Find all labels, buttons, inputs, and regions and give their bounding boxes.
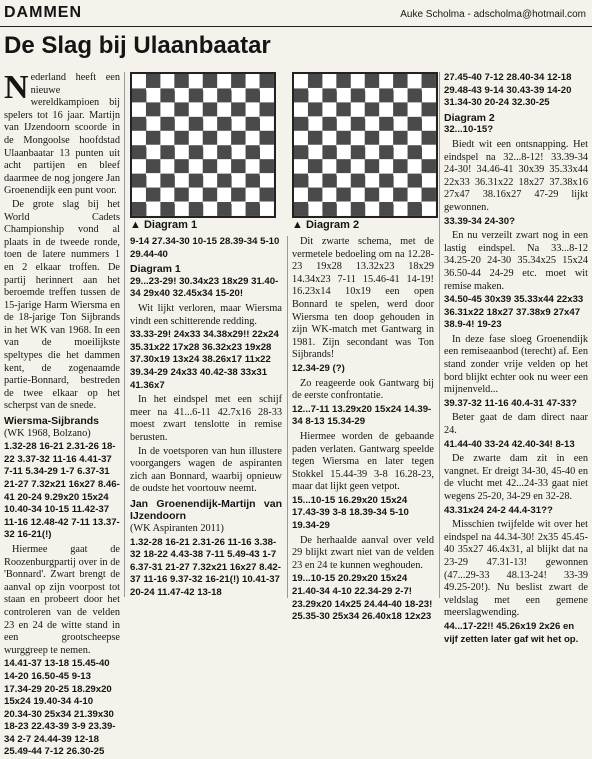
- game-moves: 41.44-40 33-24 42.40-34! 8-13: [444, 438, 575, 450]
- game-moves: 39.37-32 11-16 40.4-31 47-33?: [444, 397, 577, 409]
- game-heading: Jan Groenendijk-Martijn van IJzendoorn: [130, 497, 282, 523]
- paragraph: Dit zwarte schema, met de vermetele bedoeling om na 12.28-23 19x28 13.32x23 18x29 14.34x23 7-11 15.46-41 14-19! 16.23x14 10x19 een open Bonnard te spelen, werd door Wiersma ten doop gehouden in zijn WK-match met Gantwarg in 1981. Zijn secondant was Ton Sijbrands!: [292, 236, 434, 361]
- column-divider: [124, 72, 125, 597]
- game-moves: 15...10-15 16.29x20 15x24 17.43-39 3-8 18.39-34 5-10 19.34-29: [292, 494, 409, 532]
- game-moves: 34.50-45 30x39 35.33x44 22x33 36.31x22 18x27 37.38x9 27x47 38.9-4! 19-23: [444, 294, 584, 331]
- intro-paragraph: Nederland heeft een nieuwe wereldkampioen bij spelers tot 16 jaar. Martijn van IJzendoorn scoorde in de Mongoolse hoofdstad Ulaanbaatar 13 punten uit acht partijen en bleef daarmee de nog jongere Jan Groenendijk een punt voor.: [4, 69, 120, 197]
- game-moves: 44...17-22!! 45.26x19 2x26 en vijf zetten later gaf wit het op.: [444, 620, 579, 645]
- paragraph: De herhaalde aanval over veld 29 blijkt zwart niet van de velden 23 en 24 te kunnen weghouden.: [292, 534, 434, 571]
- game-moves: 12.34-29 (?): [292, 362, 345, 374]
- paragraph: Hiermee worden de gebaande paden verlaten. Gantwarg speelde tegen Wiersma en later tegen Stokkel 15.44-39 3-8 16.28-23, maar dat lijkt geen vetpot.: [292, 430, 434, 493]
- game-moves: 32...10-15?: [444, 124, 494, 136]
- column-3: [292, 236, 434, 623]
- article-title: De Slag bij Ulaanbaatar: [4, 32, 271, 59]
- paragraph: De grote slag bij het World Cadets Championship vond al plaats in de tweede ronde, toen de latere nummers 1 en 2 elkaar troffen. De partij herinnert aan het beroemde treffen tussen de 15-jarige Harm Wiersma en de 18-jarige Ton Sijbrands in het WK van 1968. In een van de moeilijkste speltypes die het dammen kent, de zogenaamde partie-Bonnard, bestreden de twee elkaar op het scherpst van de snede.: [4, 198, 120, 412]
- paragraph: In de voetsporen van hun illustere voorgangers wagen de aspiranten zich aan Bonnard, waarbij opnieuw de oudste het voortouw neemt.: [130, 445, 282, 495]
- game-moves: 19...10-15 20.29x20 15x24 21.40-34 4-10 22.34-29 2-7! 23.29x20 14x25 24.44-40 18-23! 25.35-30 25x34 26.40x18 12x23: [292, 573, 433, 623]
- column-1: [4, 69, 120, 758]
- game-moves: 14.41-37 13-18 15.45-40 14-20 16.50-45 9-13 17.34-29 20-25 18.29x20 15x24 19.40-34 4-10 20.34-30 25x34 21.39x30 18-23 22.43-39 3-9 23.39-34 2-7 24.44-39 12-18 25.49-44 7-12 26.30-25: [4, 658, 116, 758]
- author-email: Auke Scholma - adscholma@hotmail.com: [400, 9, 586, 20]
- paragraph: Zo reageerde ook Gantwarg bij de eerste confrontatie.: [292, 377, 434, 402]
- diagram-2-caption: ▲ Diagram 2: [292, 219, 360, 231]
- game-moves: 1.32-28 16-21 2.31-26 18-22 3.37-32 11-16 4.41-37 7-11 5.34-29 1-7 6.37-31 21-27 7.32x21 16x27 8.46-41 20-24 9.29x20 15x24 10.40-34 10-15 11.42-37 11-16 12.48-42 7-11 13.37-32 16-21(!): [4, 441, 120, 541]
- drop-cap: N: [4, 69, 29, 106]
- paragraph: De zwarte dam zit in een vangnet. Er dreigt 34-30, 45-40 en de vlucht met 42...24-33 gaat niet wegens 25-20, 34-29 en 32-28.: [444, 453, 588, 502]
- column-2: [130, 236, 282, 598]
- diagram-1-board: [130, 72, 276, 218]
- page-header: [0, 0, 592, 27]
- inline-diagram-caption: Diagram 1: [130, 263, 181, 276]
- paragraph: Beter gaat de dam direct naar 24.: [444, 412, 588, 437]
- column-divider: [439, 72, 440, 598]
- diagram-2-board: [292, 72, 438, 218]
- paragraph: Hiermee gaat de Roozenburgpartij over in de 'Bonnard'. Zwart brengt de aanval op zijn voorpost tot staan en probeert door het controleren van de velden 23 en 24 de witte stand in een grootscheepse wurggreep te nemen.: [4, 543, 120, 656]
- paragraph: Biedt wit een ontsnapping. Het eindspel na 32...8-12! 33.39-34 24-30! 34.46-41 30x39 35.33x44 22x33 36.31x22 18x27 37.38x16 27x47 38.16x27 47-29 lijkt gewonnen.: [444, 138, 588, 213]
- paragraph: In deze fase sloeg Groenendijk een remiseaanbod (terecht) af. Een stand zonder vrije velden op het bord blijkt echter ook nu weer een mijnenveld...: [444, 333, 588, 396]
- game-moves: 9-14 27.34-30 10-15 28.39-34 5-10 29.44-40: [130, 236, 280, 260]
- section-title: DAMMEN: [4, 4, 82, 21]
- game-heading: Wiersma-Sijbrands: [4, 415, 100, 428]
- diagram-1-caption: ▲ Diagram 1: [130, 219, 198, 231]
- game-moves: 12...7-11 13.29x20 15x24 14.39-34 8-13 15.34-29: [292, 403, 432, 428]
- game-moves: 27.45-40 7-12 28.40-34 12-18 29.48-43 9-14 30.43-39 14-20 31.34-30 20-24 32.30-25: [444, 72, 572, 109]
- paragraph: En nu verzeilt zwart nog in een lastig eindspel. Na 33...8-12 34.25-20 24-30 35.34x25 15x24 36.50-44 24-29 etc. moet wit remise maken.: [444, 230, 588, 292]
- column-divider: [287, 236, 288, 598]
- paragraph: Wit lijkt verloren, maar Wiersma vindt een schitterende redding.: [130, 302, 282, 327]
- game-moves: 1.32-28 16-21 2.31-26 11-16 3.38-32 18-22 4.43-38 7-11 5.49-43 1-7 6.37-31 21-27 7.32x21 16x27 8.42-37 11-16 9.37-32 16-21(!) 10.41-37 20-24 11.47-42 13-18: [130, 536, 281, 599]
- paragraph: In het eindspel met een schijf meer na 41...6-11 42.7x16 28-33 moest zwart tenslotte in remise berusten.: [130, 394, 282, 443]
- game-moves: 29...23-29! 30.34x23 18x29 31.40-34 29x40 32.45x34 15-20!: [130, 275, 279, 300]
- column-4: [444, 72, 588, 645]
- game-moves: 43.31x24 24-2 44.4-31??: [444, 504, 553, 516]
- paragraph: Misschien twijfelde wit over het eindspel na 44.34-30! 2x35 45.45-40 35x27 46.4x31, al blijkt dat na 23-29 47.31-13! gewonnen (47...29-33 48.13-24! 33-39 49.25-20!). Nu beslist zwart de veldslag met een gemene meerslagwending.: [444, 519, 588, 619]
- diagram-2-heading: Diagram 2: [444, 111, 495, 124]
- game-moves: 33.39-34 24-30?: [444, 215, 515, 227]
- game-subheading: (WK Aspiranten 2011): [130, 523, 224, 535]
- game-moves: 33.33-29! 24x33 34.38x29!! 22x24 35.31x22 17x28 36.32x23 19x28 37.30x19 13x24 38.26x17 11x22 39.34-29 24x33 40.42-38 33x31 41.36x7: [130, 329, 279, 391]
- game-subheading: (WK 1968, Bolzano): [4, 427, 91, 439]
